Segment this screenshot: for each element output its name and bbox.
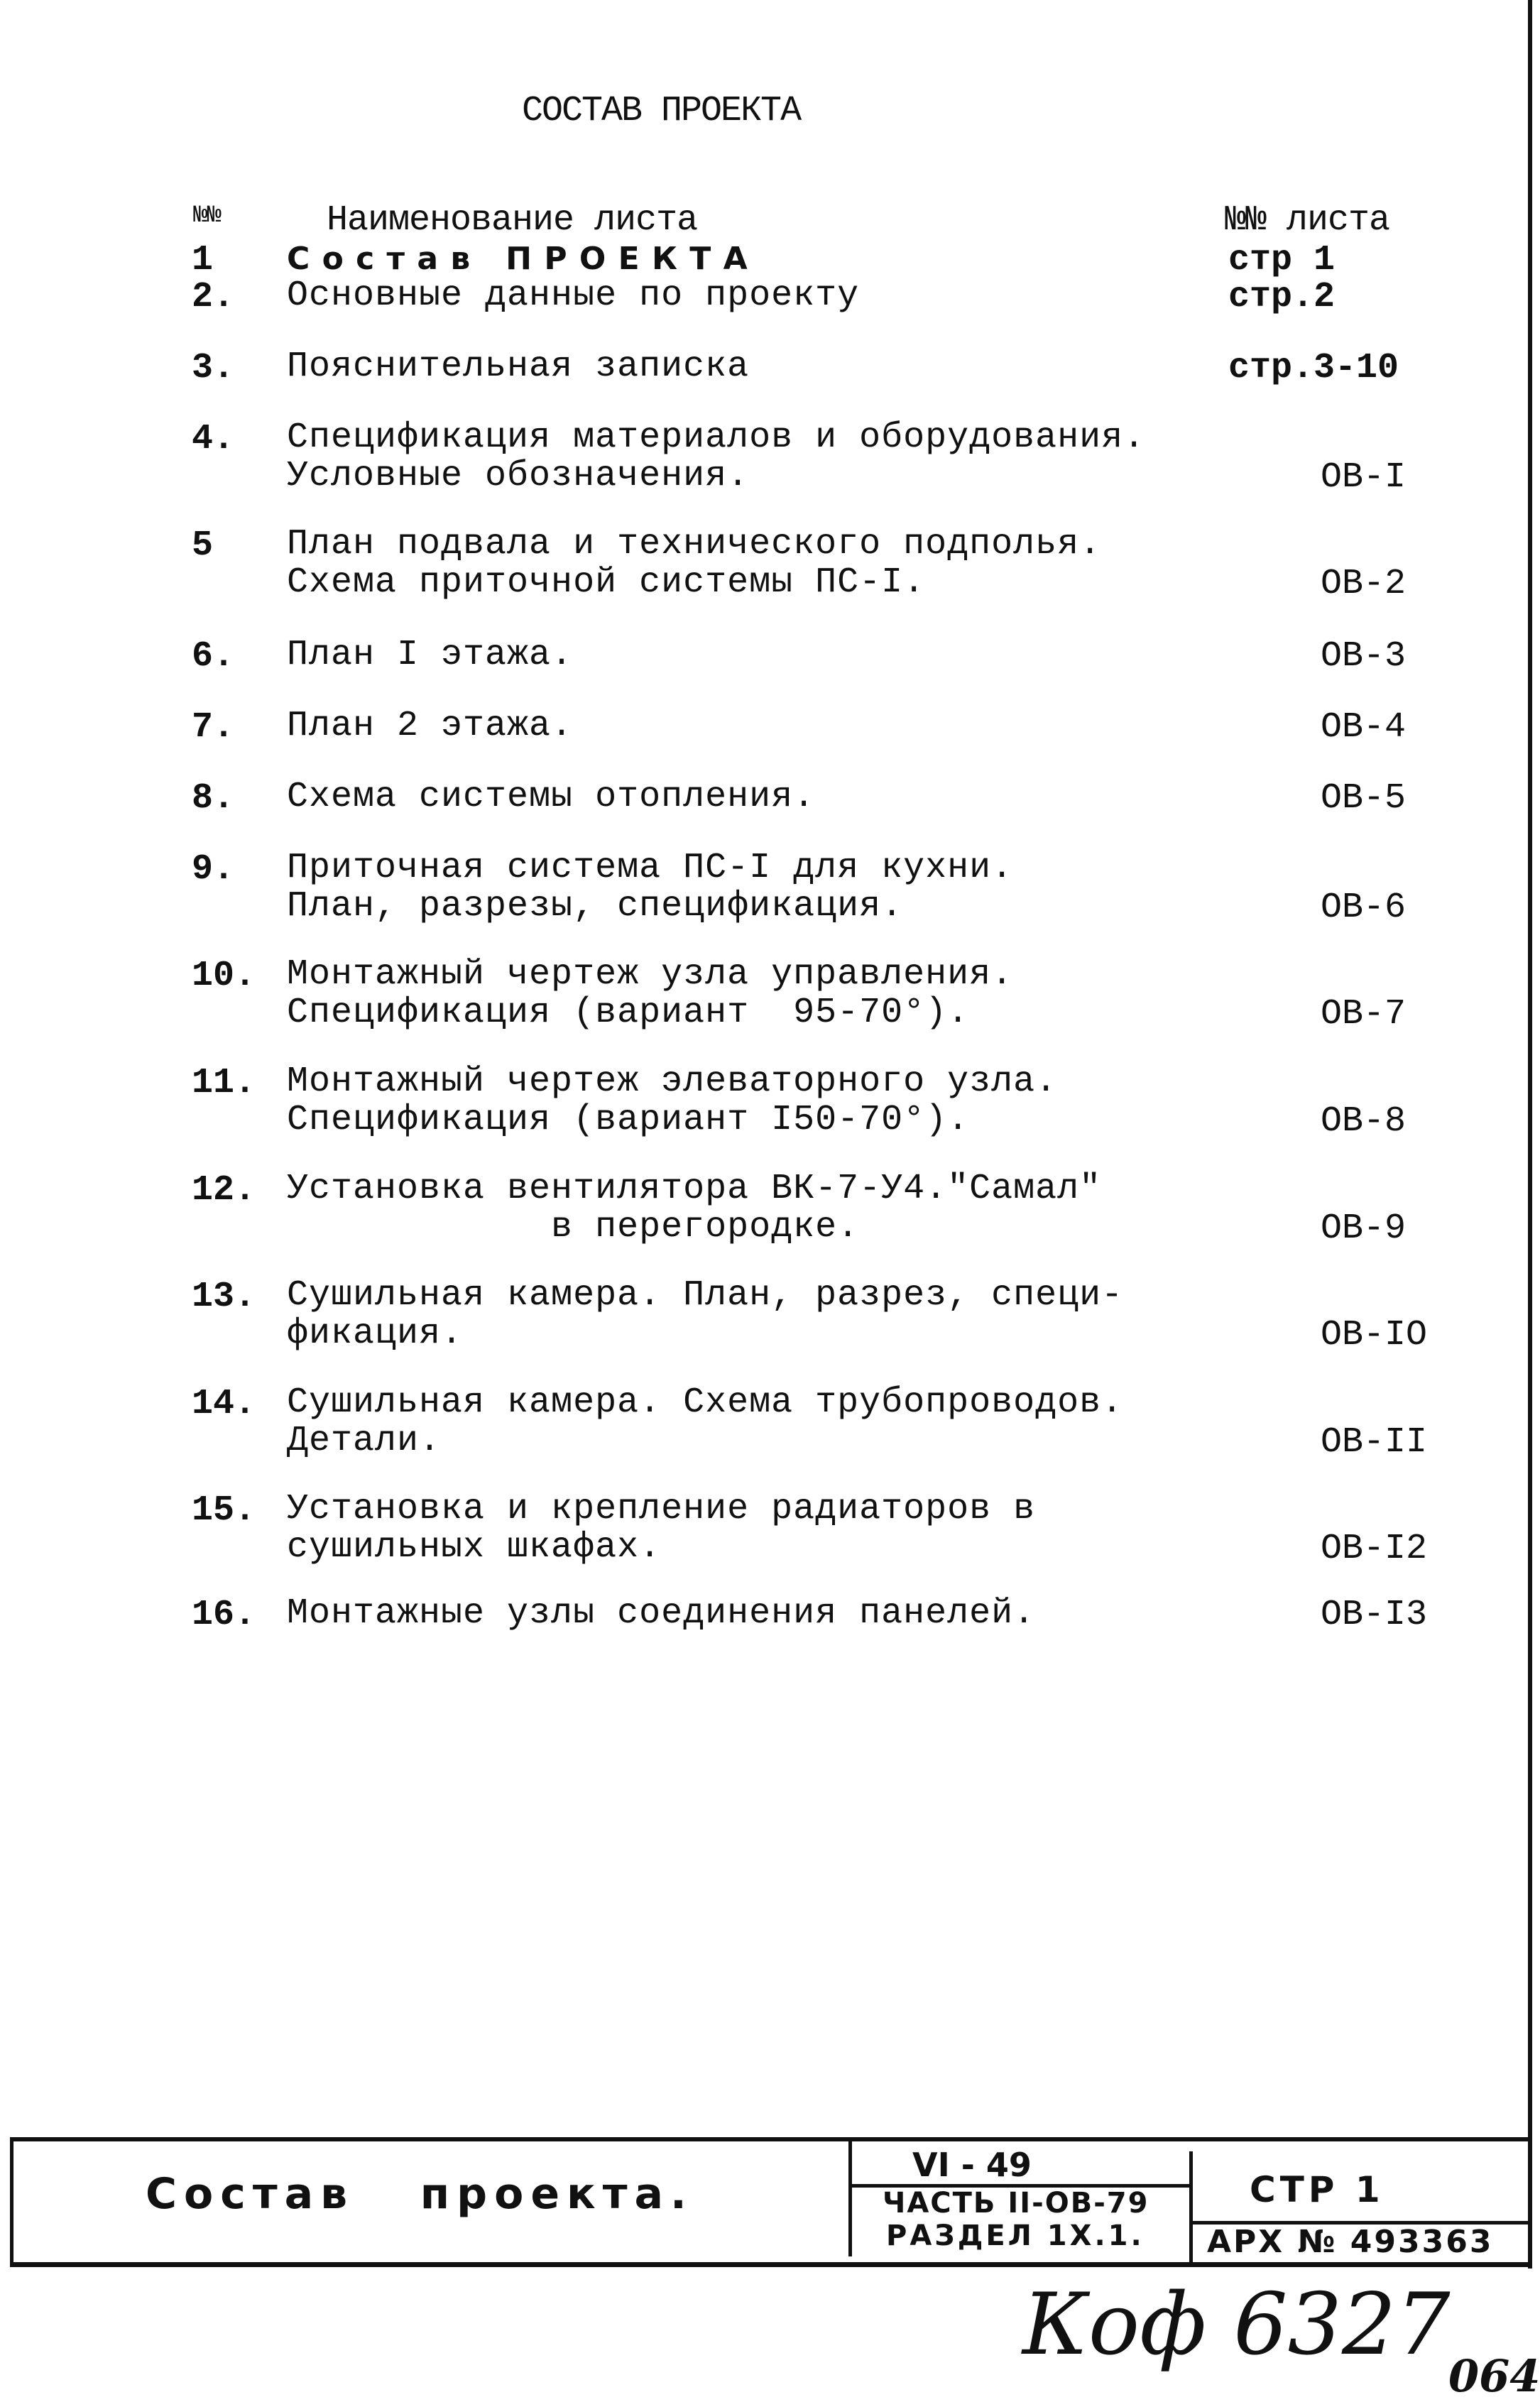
item-name-line: Детали.: [287, 1421, 442, 1461]
item-name-line: в перегородке.: [287, 1207, 860, 1248]
item-number: 1: [192, 240, 214, 280]
item-name-line: План I этажа.: [287, 635, 574, 675]
item-name-line: Сушильная камера. Схема трубопроводов.: [287, 1382, 1124, 1423]
item-name-line: фикация.: [287, 1314, 464, 1354]
header-name: Наименование листа: [327, 200, 698, 241]
sheet-number: ОВ-9: [1321, 1208, 1407, 1249]
sheet-number: ОВ-2: [1321, 564, 1407, 604]
item-name-line: Установка вентилятора ВК-7-У4."Самал": [287, 1169, 1102, 1209]
title-block-divider-2: [1189, 2151, 1193, 2265]
item-number: 4.: [192, 419, 235, 459]
handwritten-corner-number: 064: [1448, 2350, 1540, 2402]
item-name-line: Приточная система ПС-I для кухни.: [287, 848, 1014, 888]
item-name-line: сушильных шкафах.: [287, 1527, 662, 1568]
item-number: 11.: [192, 1063, 256, 1103]
item-number: 16.: [192, 1595, 256, 1635]
item-number: 13.: [192, 1277, 256, 1317]
item-name-line: С о с т а в П Р О Е К Т А: [287, 241, 748, 277]
item-name-line: Схема приточной системы ПС-I.: [287, 562, 926, 603]
handwritten-note: Коф 6327: [1022, 2276, 1451, 2374]
sheet-number: ОВ-8: [1321, 1101, 1407, 1142]
sheet-number: ОВ-6: [1321, 888, 1407, 928]
item-name-line: Спецификация материалов и оборудования.: [287, 417, 1146, 458]
item-name-line: Сушильная камера. План, разрез, специ-: [287, 1275, 1124, 1316]
sheet-number: ОВ-IO: [1321, 1315, 1428, 1355]
item-name-line: Основные данные по проекту: [287, 275, 860, 316]
title-block-archive: АРХ № 493363: [1207, 2224, 1494, 2260]
item-name-line: Спецификация (вариант I50-70°).: [287, 1100, 970, 1140]
right-border: [1528, 0, 1532, 2269]
item-number: 9.: [192, 849, 235, 890]
sheet-number: стр.2: [1228, 277, 1336, 317]
title-block-part: ЧАСТЬ II-ОВ-79: [883, 2187, 1149, 2220]
sheet-number: ОВ-5: [1321, 778, 1407, 819]
item-name-line: План 2 этажа.: [287, 706, 574, 746]
title-block-divider-1: [848, 2139, 852, 2256]
item-name-line: Монтажный чертеж узла управления.: [287, 954, 1014, 995]
sheet-number: стр 1: [1228, 240, 1336, 280]
item-name-line: Монтажные узлы соединения панелей.: [287, 1593, 1036, 1634]
left-border: [10, 2137, 13, 2267]
page-title: СОСТАВ ПРОЕКТА: [522, 91, 801, 131]
title-block-bottom-line: [10, 2262, 1532, 2267]
item-name-line: Установка и крепление радиаторов в: [287, 1489, 1036, 1529]
title-block-series: VI - 49: [912, 2146, 1032, 2184]
item-name-line: План подвала и технического подполья.: [287, 524, 1102, 564]
item-number: 7.: [192, 707, 235, 748]
item-name-line: Монтажный чертеж элеваторного узла.: [287, 1061, 1058, 1102]
sheet-number: ОВ-I: [1321, 457, 1407, 498]
sheet-number: ОВ-4: [1321, 707, 1407, 748]
item-number: 10.: [192, 956, 256, 996]
item-number: 14.: [192, 1384, 256, 1424]
title-block-page: СТР 1: [1250, 2169, 1385, 2210]
item-number: 2.: [192, 277, 235, 317]
header-sheet: №№ листа: [1225, 200, 1390, 241]
sheet-number: стр.3-10: [1228, 348, 1399, 388]
sheet-number: ОВ-I3: [1321, 1595, 1428, 1635]
item-name-line: Пояснительная записка: [287, 346, 750, 387]
item-name-line: Спецификация (вариант 95-70°).: [287, 993, 970, 1033]
title-block-top-line: [10, 2137, 1532, 2141]
title-block-name: Состав проекта.: [146, 2169, 694, 2219]
item-number: 8.: [192, 778, 235, 819]
title-block-section: РАЗДЕЛ 1Х.1.: [886, 2220, 1145, 2252]
item-name-line: План, разрезы, спецификация.: [287, 886, 904, 927]
item-name-line: Схема системы отопления.: [287, 777, 816, 817]
sheet-number: ОВ-I2: [1321, 1529, 1428, 1569]
item-number: 15.: [192, 1490, 256, 1531]
header-num: №№: [193, 202, 221, 229]
sheet-number: ОВ-3: [1321, 636, 1407, 677]
sheet-number: ОВ-7: [1321, 994, 1407, 1035]
item-name-line: Условные обозначения.: [287, 456, 750, 496]
item-number: 5: [192, 525, 214, 566]
item-number: 12.: [192, 1170, 256, 1211]
item-number: 3.: [192, 348, 235, 388]
sheet-number: ОВ-II: [1321, 1422, 1428, 1463]
item-number: 6.: [192, 636, 235, 677]
